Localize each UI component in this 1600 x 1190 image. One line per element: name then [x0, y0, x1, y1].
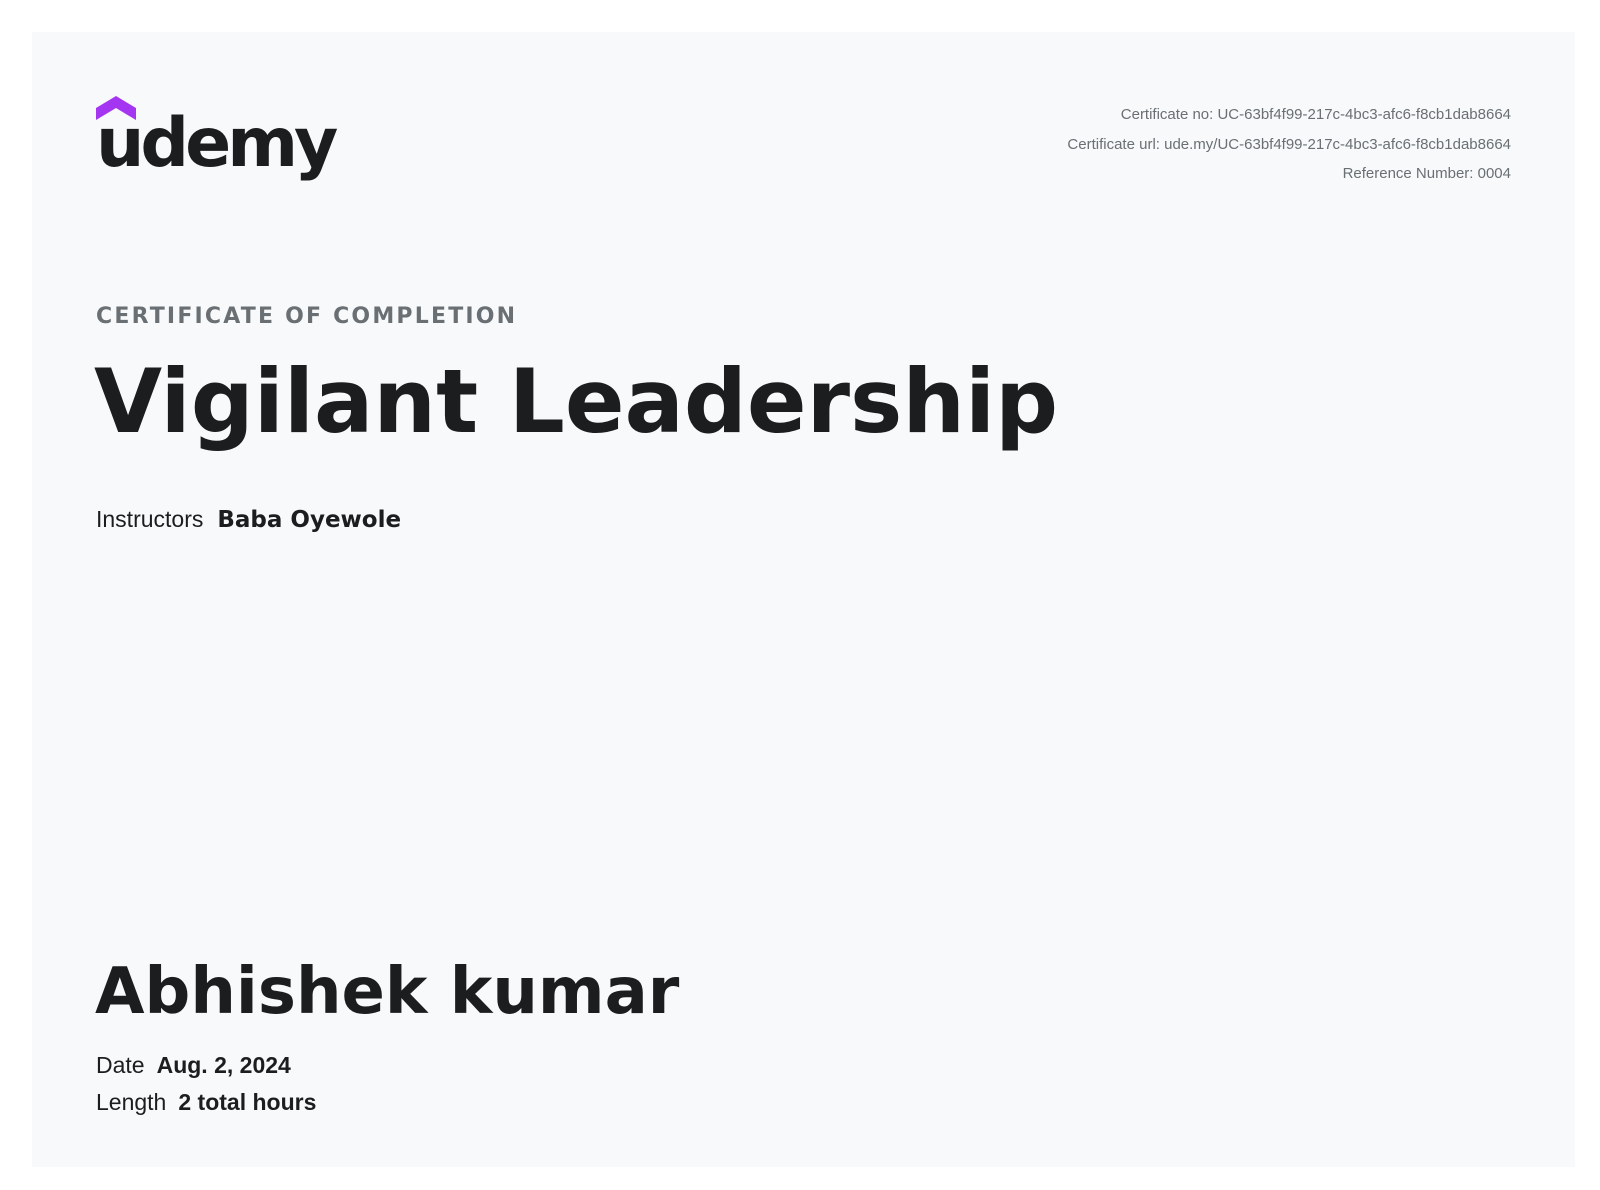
course-title: Vigilant Leadership: [94, 350, 1059, 453]
length-value: 2 total hours: [178, 1089, 317, 1115]
length-label: Length: [96, 1089, 167, 1115]
certificate-meta: [1067, 100, 1511, 189]
certificate-number: Certificate no: UC-63bf4f99-217c-4bc3-afc6-f8cb1dab8664: [1120, 106, 1511, 123]
certificate-card: [32, 32, 1575, 1167]
reference-number: Reference Number: 0004: [1342, 165, 1511, 182]
udemy-logo: [96, 96, 356, 196]
udemy-wordmark: udemy: [96, 104, 335, 183]
certificate-eyebrow: CERTIFICATE OF COMPLETION: [96, 304, 518, 329]
date-value: Aug. 2, 2024: [156, 1052, 291, 1078]
instructors-label: Instructors: [96, 506, 204, 532]
certificate-url[interactable]: Certificate url: ude.my/UC-63bf4f99-217c-4bc3-afc6-f8cb1dab8664: [1067, 135, 1511, 153]
date-line: [96, 1052, 291, 1079]
instructors-line: [96, 506, 401, 533]
recipient-name: Abhishek kumar: [95, 955, 680, 1029]
date-label: Date: [96, 1052, 145, 1078]
length-line: [96, 1089, 316, 1116]
instructors-value: Baba Oyewole: [217, 507, 402, 533]
